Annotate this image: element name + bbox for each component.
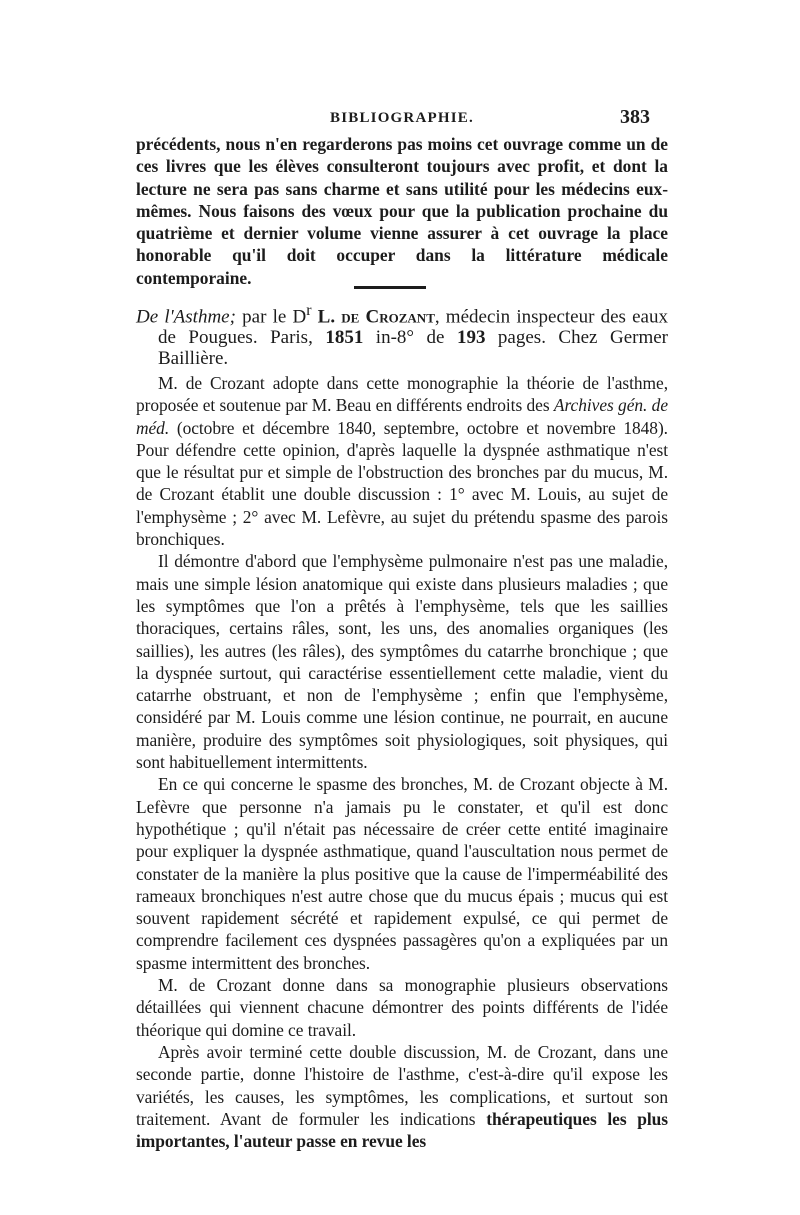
entry-by: par le D — [235, 306, 307, 328]
intro-section — [136, 133, 668, 289]
review-body — [136, 372, 668, 1152]
review-p1-text-b: (octobre et décembre 1840, septembre, octobre et novembre 1848). Pour défendre cette opinion, d'après laquelle la dyspnée asthmatique n'est que le résultat pur et simple de l'obstruction des bronches par du mucus, M. de Crozant établit une double discussion : 1° avec M. Louis, au sujet de l'emphysème ; 2° avec M. Lefèvre, au sujet du prétendu spasme des parois bronchiques. — [136, 417, 668, 550]
review-p5-text-a: Après avoir terminé cette double discussion, M. de Crozant, dans une seconde partie, donne l'histoire de l'asthme, c'est-à-dire qu'il expose les variétés, les causes, les symptômes, les complications, et surtout son traitement. Avant de formuler les indications — [136, 1041, 668, 1129]
review-paragraph-3: En ce qui concerne le spasme des bronches, M. de Crozant objecte à M. Lefèvre que personne n'a jamais pu le constater, et qu'il est donc hypothétique ; qu'il n'était pas nécessaire de créer cette entité imaginaire pour expliquer la dyspnée asthmatique, quand l'auscultation nous permet de constater de la manière la plus positive que la cause de l'imperméabilité des rameaux bronchiques n'est autre chose que du mucus épais ; mucus qui est souvent rapidement sécrété et rapidement expulsé, ce qui permet de comprendre facilement ces dyspnées passagères qu'on a expliquées par un spasme intermittent des bronches. — [136, 774, 668, 973]
review-paragraph-2: Il démontre d'abord que l'emphysème pulmonaire n'est pas une maladie, mais une simple lésion anatomique qui existe dans plusieurs maladies ; que les symptômes que l'on a prêtés à l'emphysème, tels que les saillies thoraciques, certains râles, sont, les uns, des anomalies organiques (les saillies), les autres (les râles), des symptômes du catarrhe bronchique ; que la dyspnée surtout, qui caractérise essentiellement cette maladie, vient du catarrhe obstruant, et non de l'emphysème ; enfin que l'emphysème, considéré par M. Louis comme une lésion continue, ne pourrait, en aucune manière, produire des symptômes soit physiologiques, soit physiques, qui sont habituellement intermittents. — [136, 551, 668, 773]
page-header — [136, 106, 650, 136]
entry-details-1: , médecin inspecteur des eaux de Pougues. Paris, — [158, 306, 668, 349]
review-p1-text-a: M. de Crozant adopte dans cette monographie la théorie de l'asthme, proposée et soutenue par M. Beau en différents endroits des — [136, 373, 668, 416]
review-paragraph-1 — [136, 372, 668, 550]
entry-by-sup: r — [306, 302, 312, 319]
entry-pages: 193 — [456, 327, 486, 349]
entry-year: 1851 — [325, 327, 364, 349]
intro-paragraph: précédents, nous n'en regarderons pas moins cet ouvrage comme un de ces livres que les élèves consulteront toujours avec profit, et dont la lecture ne sera pas sans charme et sans utilité pour les médecins eux-mêmes. Nous faisons des vœux pour que la publication prochaine du quatrième et dernier volume vienne assurer à cet ouvrage la place honorable qu'il doit occuper dans la littérature médicale contemporaine. — [136, 134, 668, 288]
section-divider — [354, 286, 426, 289]
review-p1-journal: Archives gén. de méd. — [136, 395, 668, 438]
entry-title: De l'Asthme; — [136, 306, 236, 328]
review-p5-text-b: thérapeutiques les plus importantes, l'auteur passe en revue les — [136, 1108, 668, 1152]
review-paragraph-5 — [136, 1041, 668, 1152]
entry-author: L. de Crozant — [311, 306, 435, 328]
review-paragraph-4: M. de Crozant donne dans sa monographie plusieurs observations détaillées qui viennent chacune démontrer des points différents de l'idée théorique qui domine ce travail. — [136, 975, 668, 1040]
running-title: BIBLIOGRAPHIE. — [330, 110, 474, 126]
bibliographic-entry — [136, 300, 668, 369]
entry-details-3: pages. Chez Germer Baillière. — [158, 327, 668, 370]
entry-details-2: in-8° de — [363, 327, 457, 349]
page-number: 383 — [620, 106, 650, 128]
